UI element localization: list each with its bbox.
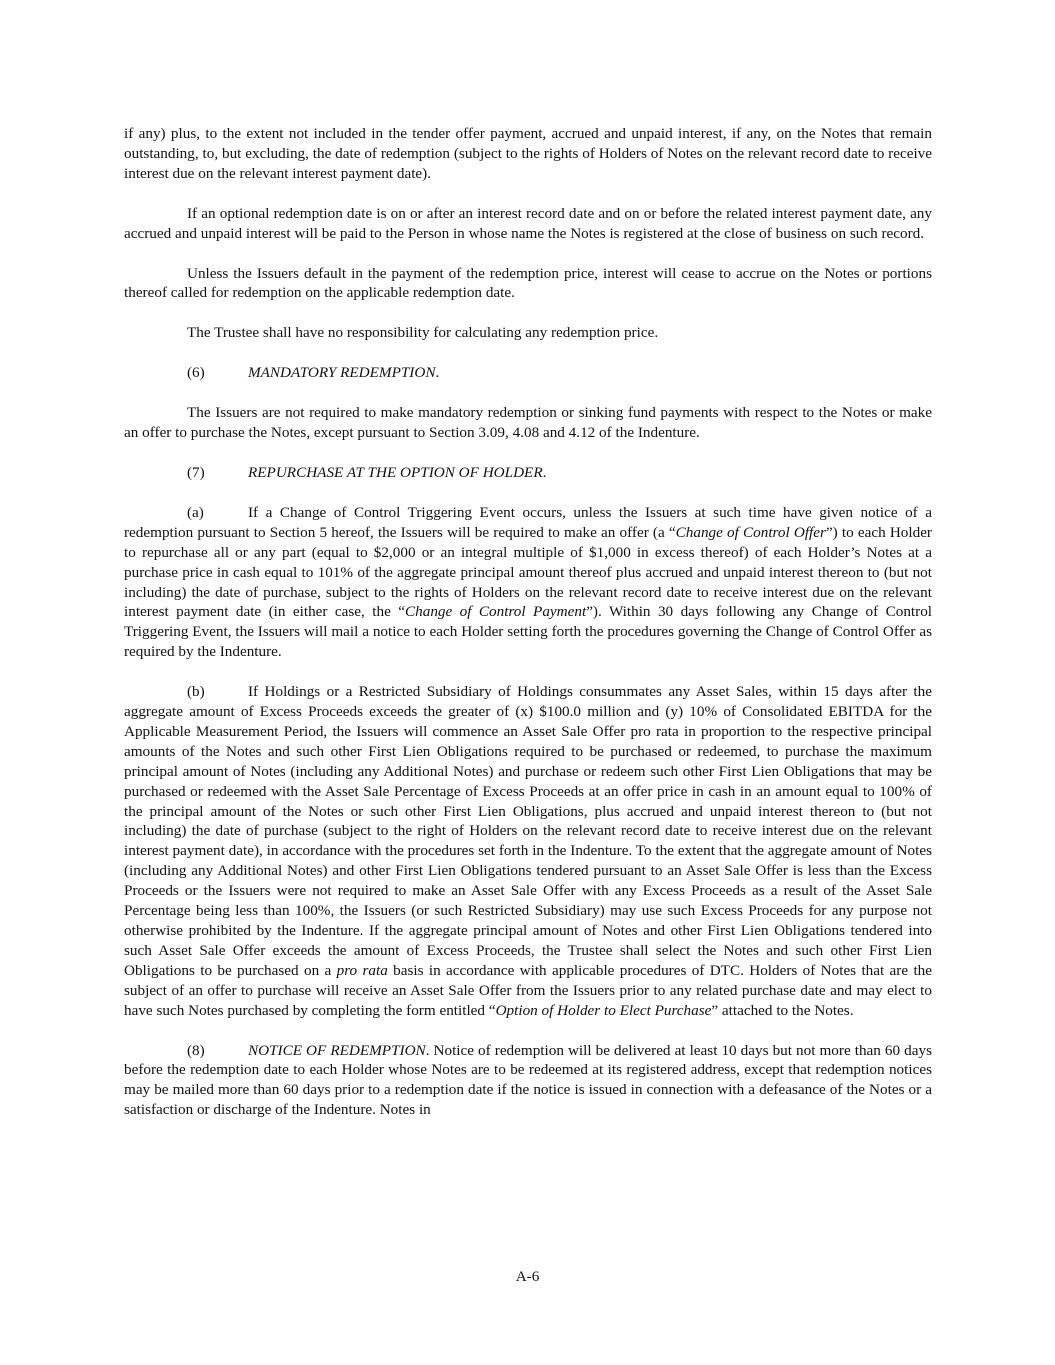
italic-term: pro rata bbox=[336, 961, 388, 979]
section-heading-mandatory-redemption bbox=[124, 363, 932, 383]
section-number: (7) bbox=[187, 463, 205, 481]
clause-text: ”) to each Holder to repurchase all or any part (equal to $2,000 or an integral multiple of $1,000 in excess thereof) of each Holder’s Notes at a purchase price in cash equal to 101% of the aggregate principal amount thereof plus accrued and unpaid interest thereon to (but not including) the date of purchase, subject to the rights of Holders on the relevant record date to receive interest due on the relevant interest payment date (in either case, the “ bbox=[124, 523, 932, 621]
section-text: . Notice of redemption will be delivered at least 10 days but not more than 60 days before the redemption date to each Holder whose Notes are to be redeemed at its registered address, except that redemption notices may be mailed more than 60 days prior to a redemption date if the notice is issued in connection with a defeasance of the Notes or a satisfaction or discharge of the Indenture. Notes in bbox=[124, 1041, 932, 1119]
defined-term: Change of Control Payment bbox=[405, 603, 587, 621]
section-number: (6) bbox=[187, 364, 205, 382]
page-number: A-6 bbox=[515, 1268, 540, 1285]
paragraph-optional-redemption-date: If an optional redemption date is on or after an interest record date and on or before the related interest payment date, any accrued and unpaid interest will be paid to the Person in whose name the Notes is registered at the close of business on such record. bbox=[124, 204, 932, 242]
defined-term: Option of Holder to Elect Purchase bbox=[495, 1001, 712, 1019]
clause-label: (a) bbox=[187, 503, 204, 521]
section-title: REPURCHASE AT THE OPTION OF HOLDER bbox=[248, 463, 543, 481]
paragraph-trustee-responsibility: The Trustee shall have no responsibility for calculating any redemption price. bbox=[187, 324, 659, 342]
clause-text: If Holdings or a Restricted Subsidiary of Holdings consummates any Asset Sales, within 15 days after the aggregate amount of Excess Proceeds exceeds the greater of (x) $100.0 million and (y) 10% of Consolidated EBITDA for the Applicable Measurement Period, the Issuers will commence an Asset Sale Offer pro rata in proportion to the respective principal amounts of the Notes and such other First Lien Obligations required to be purchased or redeemed, to purchase the maximum principal amount of Notes (including any Additional Notes) and purchase or redeem such other First Lien Obligations that may be purchased or redeemed with the Asset Sale Percentage of Excess Proceeds at an offer price in cash in an amount equal to 100% of the principal amount of the Notes or such other First Lien Obligations, plus accrued and unpaid interest thereon to (but not including) the date of purchase (subject to the right of Holders on the relevant record date to receive interest due on the relevant interest payment date), in accordance with the procedures set forth in the Indenture. To the extent that the aggregate amount of Notes (including any Additional Notes) and other First Lien Obligations tendered pursuant to an Asset Sale Offer is less than the Excess Proceeds or the Issuers were not required to make an Asset Sale Offer with any Excess Proceeds as a result of the Asset Sale Percentage being less than 100%, the Issuers (or such Restricted Subsidiary) may use such Excess Proceeds for any purpose not otherwise prohibited by the Indenture. If the aggregate principal amount of Notes and other First Lien Obligations tendered into such Asset Sale Offer exceeds the amount of Excess Proceeds, the Trustee shall select the Notes and such other First Lien Obligations to be purchased on a bbox=[124, 683, 932, 979]
paragraph-issuers-default: Unless the Issuers default in the payment of the redemption price, interest will cease to accrue on the Notes or portions thereof called for redemption on the applicable redemption date. bbox=[124, 264, 932, 302]
section-number: (8) bbox=[187, 1041, 205, 1059]
clause-text: ”). Within 30 days following any Change of Control Triggering Event, the Issuers will mail a notice to each Holder setting forth the procedures governing the Change of Control Offer as required by the Indenture. bbox=[124, 603, 933, 661]
clause-text: ” attached to the Notes. bbox=[711, 1001, 854, 1019]
document-body bbox=[124, 124, 932, 1140]
clause-label: (b) bbox=[187, 683, 205, 701]
section-title-period: . bbox=[542, 463, 547, 481]
clause-text: basis in accordance with applicable procedures of DTC. Holders of Notes that are the subject of an offer to purchase will receive an Asset Sale Offer from the Issuers prior to any related purchase date and may elect to have such Notes purchased by completing the form entitled “ bbox=[124, 961, 932, 1019]
paragraph-change-of-control bbox=[124, 503, 932, 662]
clause-text: If a Change of Control Triggering Event occurs, unless the Issuers at such time have given notice of a redemption pursuant to Section 5 hereof, the Issuers will be required to make an offer (a “ bbox=[124, 503, 932, 541]
paragraph-continuation: if any) plus, to the extent not included in the tender offer payment, accrued and unpaid interest, if any, on the Notes that remain outstanding, to, but excluding, the date of redemption (subject to the rights of Holders of Notes on the relevant record date to receive interest due on the relevant interest payment date). bbox=[124, 125, 932, 182]
paragraph-asset-sales bbox=[124, 682, 932, 1020]
paragraph-mandatory-redemption: The Issuers are not required to make mandatory redemption or sinking fund payments with respect to the Notes or make an offer to purchase the Notes, except pursuant to Section 3.09, 4.08 and 4.12 of the Indenture. bbox=[124, 404, 932, 442]
section-heading-repurchase bbox=[124, 463, 932, 483]
section-title-period: . bbox=[435, 364, 440, 382]
section-title: MANDATORY REDEMPTION bbox=[248, 364, 436, 382]
section-title: NOTICE OF REDEMPTION bbox=[248, 1041, 426, 1059]
defined-term: Change of Control Offer bbox=[675, 523, 826, 541]
paragraph-notice-of-redemption bbox=[124, 1041, 932, 1121]
